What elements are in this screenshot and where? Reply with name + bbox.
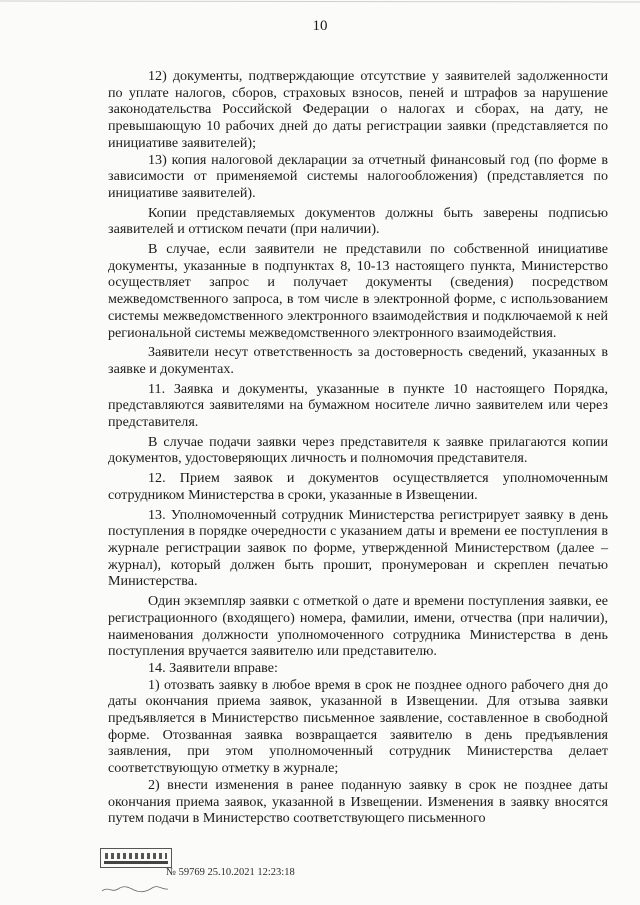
paragraph: 12. Прием заявок и документов осуществляется уполномоченным сотрудником Министерства в сроки, указанные в Извещении.: [108, 470, 608, 503]
scan-edge: [0, 0, 640, 4]
paragraph: В случае подачи заявки через представителя к заявке прилагаются копии документов, удостоверяющих личность и полномочия представителя.: [108, 433, 608, 467]
paragraph: 2) внести изменения в ранее поданную заявку в срок не позднее даты окончания приема заявок, указанной в Извещении. Изменения в заявку вносятся путем подачи в Министерство соответствующего письменного: [108, 776, 608, 827]
paragraph: Заявители несут ответственность за достоверность сведений, указанных в заявке и документах.: [108, 344, 608, 377]
paragraph: Один экземпляр заявки с отметкой о дате и времени поступления заявки, ее регистрационного (входящего) номера, фамилии, имени, отчества (при наличии), наименования должности уполномоченного сотрудника Министерства в день поступления вручается заявителю или представителю.: [108, 593, 608, 660]
paragraph: Копии представляемых документов должны быть заверены подписью заявителей и оттиском печати (при наличии).: [108, 204, 608, 238]
paragraph: 13) копия налоговой декларации за отчетный финансовый год (по форме в зависимости от применяемой системы налогообложения) (представляется по инициативе заявителей).: [108, 151, 608, 201]
document-body: [108, 68, 608, 827]
registration-footer: [100, 848, 620, 898]
paragraph: 13. Уполномоченный сотрудник Министерства регистрирует заявку в день поступления в порядке очередности с указанием даты и времени ее поступления в журнале регистрации заявок по форме, утвержденной Министерством (далее – журнал), который должен быть прошит, пронумерован и скреплен печатью Министерства.: [108, 506, 608, 590]
registry-stamp-icon: [100, 848, 172, 868]
paragraph: 12) документы, подтверждающие отсутствие у заявителей задолженности по уплате налогов, сборов, страховых взносов, пеней и штрафов за нарушение законодательства Российской Федерации о налогах и сборах, на дату, не превышающую 10 рабочих дней до даты регистрации заявки (представляется по инициативе заявителей);: [108, 68, 608, 151]
paragraph: 14. Заявители вправе:: [148, 659, 278, 676]
page-number: 10: [312, 18, 328, 34]
paragraph: 1) отозвать заявку в любое время в срок не позднее одного рабочего дня до даты окончания приема заявок, указанной в Извещении. Для отзыва заявки предъявляется в Министерство письменное заявление, составленное в свободной форме. Отозванная заявка возвращается заявителю в день предъявления заявления, при этом уполномоченный сотрудник Министерства делает соответствующую отметку в журнале;: [108, 676, 608, 777]
registration-number: № 59769 25.10.2021 12:23:18: [166, 867, 295, 878]
paragraph: 11. Заявка и документы, указанные в пункте 10 настоящего Порядка, представляются заявителями на бумажном носителе лично заявителем или через представителя.: [108, 380, 608, 431]
paragraph: В случае, если заявители не представили по собственной инициативе документы, указанные в подпунктах 8, 10-13 настоящего пункта, Министерство осуществляет запрос и получает документы (сведения) посредством межведомственного запроса, в том числе в электронной форме, с использованием системы межведомственного электронного взаимодействия и подключаемой к ней региональной системы межведомственного электронного взаимодействия.: [108, 241, 608, 341]
handwritten-mark-icon: [100, 884, 170, 894]
